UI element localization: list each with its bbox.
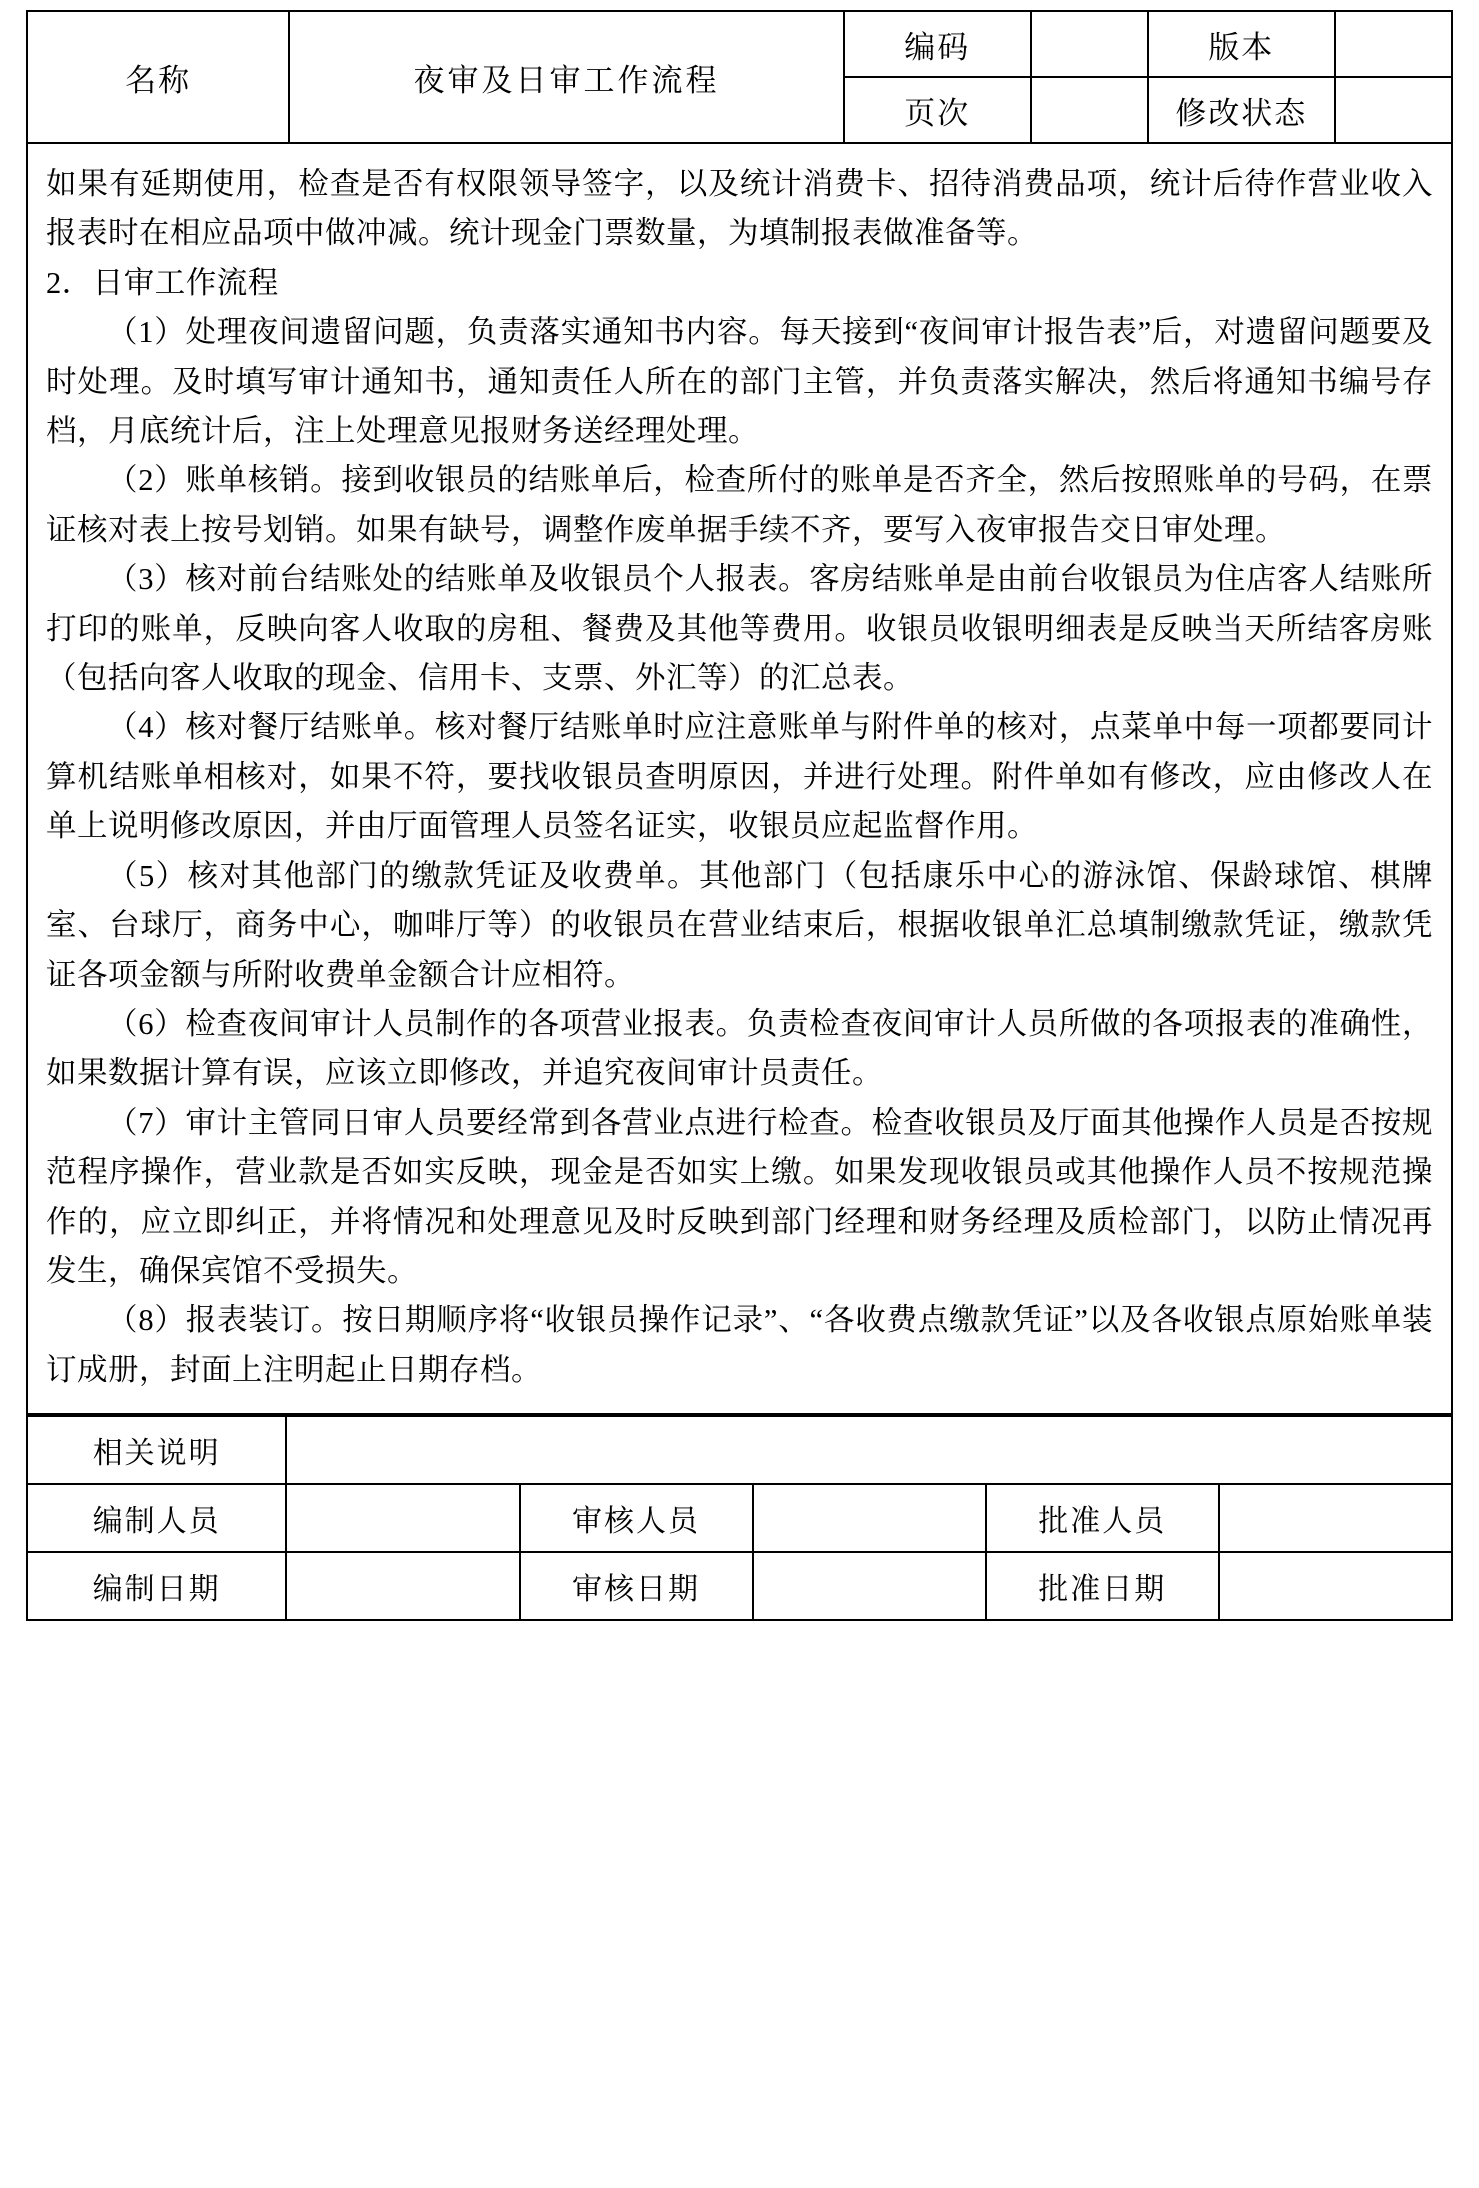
header-code-value[interactable] (1031, 11, 1148, 77)
prepared-by-value[interactable] (286, 1484, 519, 1552)
reviewed-date-label: 审核日期 (520, 1552, 753, 1620)
header-page-value[interactable] (1031, 77, 1148, 143)
body-paragraph: （8）报表装订。按日期顺序将“收银员操作记录”、“各收费点缴款凭证”以及各收银点原始账单装订成册，封面上注明起止日期存档。 (46, 1303, 1433, 1387)
body-paragraph: （4）核对餐厅结账单。核对餐厅结账单时应注意账单与附件单的核对，点菜单中每一项都要同计算机结账单相核对，如果不符，要找收银员查明原因，并进行处理。附件单如有修改，应由修改人在单上说明修改原因，并由厅面管理人员签名证实，收银员应起监督作用。 (46, 710, 1433, 844)
body-paragraph: （3）核对前台结账处的结账单及收银员个人报表。客房结账单是由前台收银员为住店客人结账所打印的账单，反映向客人收取的房租、餐费及其他等费用。收银员收银明细表是反映当天所结客房账（包括向客人收取的现金、信用卡、支票、外汇等）的汇总表。 (46, 562, 1433, 696)
header-page-label: 页次 (844, 77, 1031, 143)
reviewed-by-label: 审核人员 (520, 1484, 753, 1552)
header-version-label: 版本 (1148, 11, 1335, 77)
body-paragraph: （2）账单核销。接到收银员的结账单后，检查所付的账单是否齐全，然后按照账单的号码，在票证核对表上按号划销。如果有缺号，调整作废单据手续不齐，要写入夜审报告交日审处理。 (46, 463, 1433, 547)
reviewed-date-value[interactable] (753, 1552, 986, 1620)
body-paragraph: 如果有延期使用，检查是否有权限领导签字，以及统计消费卡、招待消费品项，统计后待作营业收入报表时在相应品项中做冲减。统计现金门票数量，为填制报表做准备等。 (46, 167, 1433, 251)
remark-label: 相关说明 (27, 1416, 286, 1484)
body-paragraph: （7）审计主管同日审人员要经常到各营业点进行检查。检查收银员及厅面其他操作人员是否按规范程序操作，营业款是否如实反映，现金是否如实上缴。如果发现收银员或其他操作人员不按规范操作的，应立即纠正，并将情况和处理意见及时反映到部门经理和财务经理及质检部门，以防止情况再发生，确保宾馆不受损失。 (46, 1105, 1433, 1288)
prepared-date-label: 编制日期 (27, 1552, 286, 1620)
header-version-value[interactable] (1335, 11, 1452, 77)
approved-date-value[interactable] (1219, 1552, 1452, 1620)
table-row (27, 11, 1452, 77)
approved-by-value[interactable] (1219, 1484, 1452, 1552)
table-row (27, 1416, 1452, 1484)
header-revision-label: 修改状态 (1148, 77, 1335, 143)
body-paragraph: （6）检查夜间审计人员制作的各项营业报表。负责检查夜间审计人员所做的各项报表的准确性，如果数据计算有误，应该立即修改，并追究夜间审计员责任。 (46, 1006, 1433, 1091)
prepared-date-value[interactable] (286, 1552, 519, 1620)
reviewed-by-value[interactable] (753, 1484, 986, 1552)
document-footer-table (26, 1415, 1453, 1621)
document-header-table (26, 10, 1453, 144)
document-body (26, 144, 1453, 1415)
approved-date-label: 批准日期 (986, 1552, 1219, 1620)
approved-by-label: 批准人员 (986, 1484, 1219, 1552)
remark-value[interactable] (286, 1416, 1452, 1484)
header-name-label: 名称 (27, 11, 289, 143)
header-code-label: 编码 (844, 11, 1031, 77)
body-paragraph: （1）处理夜间遗留问题，负责落实通知书内容。每天接到“夜间审计报告表”后，对遗留问题要及时处理。及时填写审计通知书，通知责任人所在的部门主管，并负责落实解决，然后将通知书编号存档，月底统计后，注上处理意见报财务送经理处理。 (46, 315, 1433, 449)
header-revision-value[interactable] (1335, 77, 1452, 143)
table-row (27, 1552, 1452, 1620)
document-title: 夜审及日审工作流程 (289, 11, 844, 143)
body-paragraph: （5）核对其他部门的缴款凭证及收费单。其他部门（包括康乐中心的游泳馆、保龄球馆、棋牌室、台球厅，商务中心，咖啡厅等）的收银员在营业结束后，根据收银单汇总填制缴款凭证，缴款凭证各项金额与所附收费单金额合计应相符。 (46, 858, 1433, 992)
body-paragraph: 2．日审工作流程 (46, 265, 279, 300)
table-row (27, 1484, 1452, 1552)
prepared-by-label: 编制人员 (27, 1484, 286, 1552)
